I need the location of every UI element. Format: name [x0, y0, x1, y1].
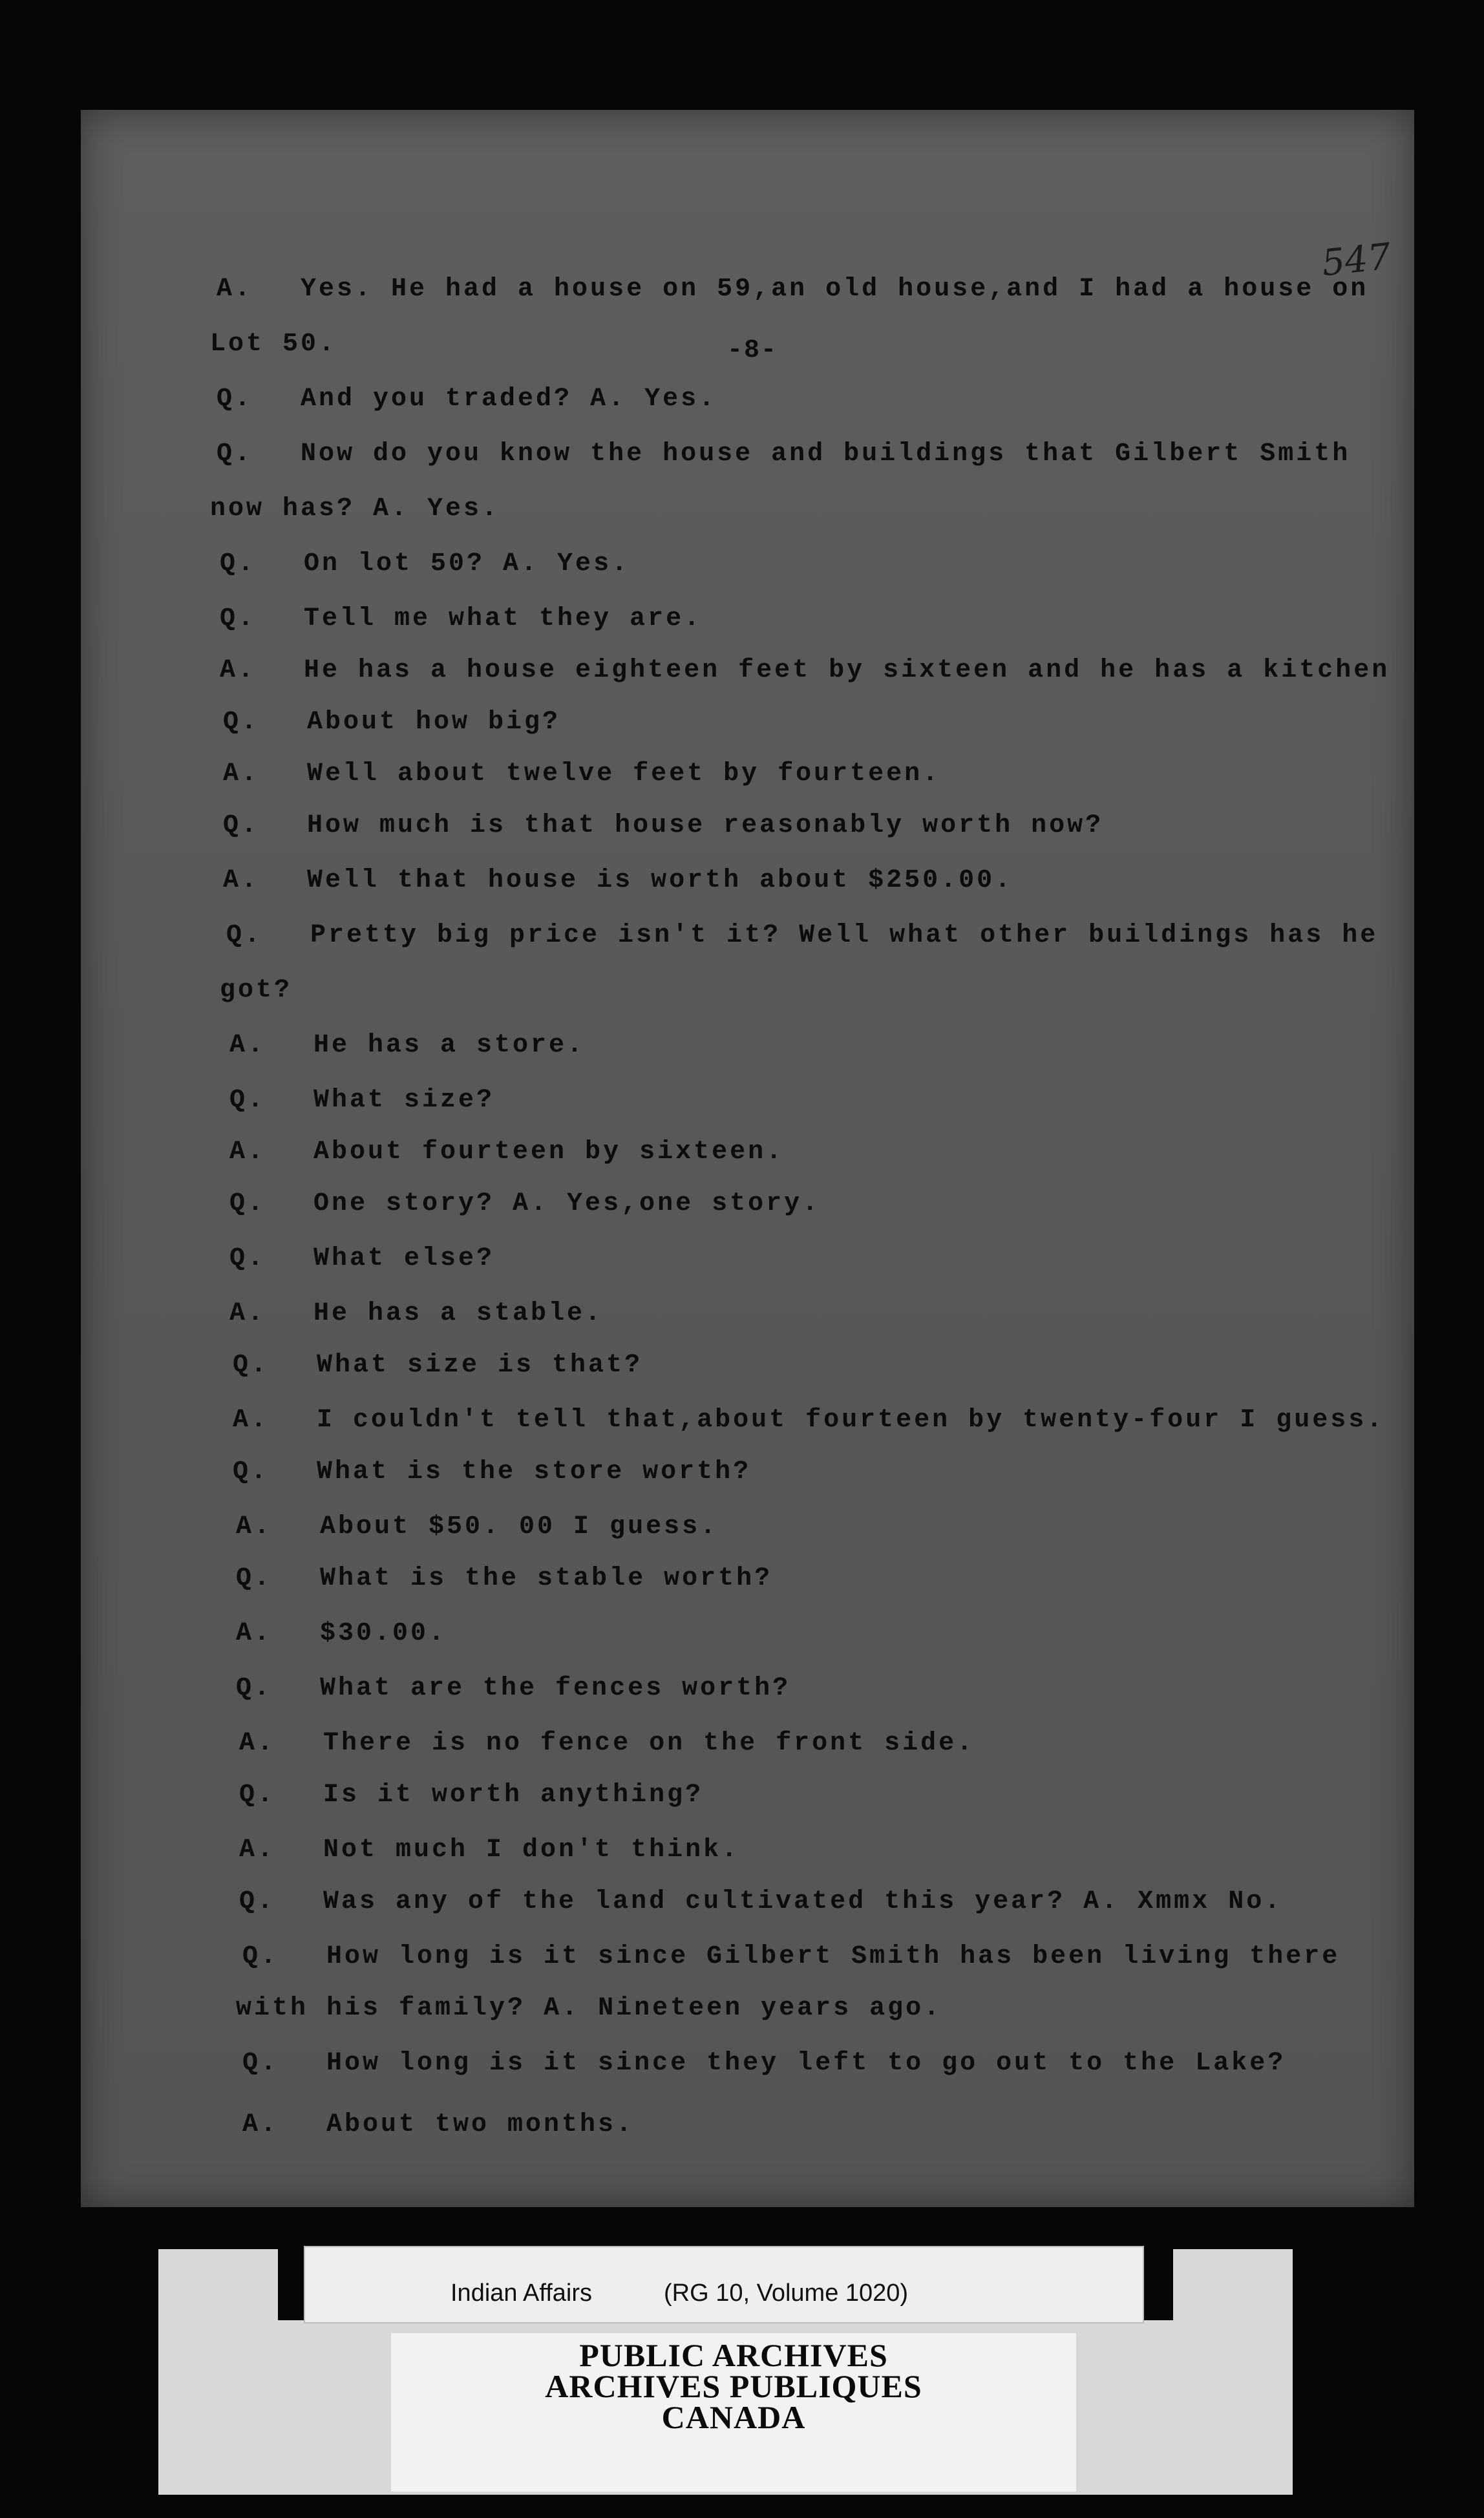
transcript-line	[223, 866, 1013, 905]
seal-french: ARCHIVES PUBLIQUES	[545, 2368, 922, 2404]
line-text: What size?	[313, 1086, 495, 1115]
speaker-label: A.	[233, 1406, 270, 1435]
speaker-label: Q.	[229, 1086, 266, 1115]
speaker-label: Q.	[229, 1244, 266, 1273]
transcript-line	[239, 1781, 703, 1819]
speaker-label: A.	[229, 1031, 266, 1060]
line-text: There is no fence on the front side.	[323, 1729, 975, 1758]
transcript-line	[236, 1512, 718, 1551]
speaker-label: Q.	[229, 1189, 266, 1218]
speaker-label: Q.	[239, 1781, 276, 1810]
line-text: What is the stable worth?	[320, 1564, 773, 1593]
transcript-line	[217, 439, 1350, 478]
transcript-line	[210, 330, 337, 368]
speaker-label: A.	[223, 866, 260, 895]
line-text: What is the store worth?	[317, 1457, 752, 1486]
line-text: He has a store.	[313, 1031, 586, 1060]
transcript-line	[220, 604, 702, 643]
fonds-label: Indian Affairs	[450, 2280, 593, 2307]
transcript-line	[229, 1031, 585, 1070]
line-text: Not much I don't think.	[323, 1836, 740, 1865]
line-text: now has? A. Yes.	[210, 494, 500, 524]
line-text: Now do you know the house and buildings that Gilbert Smith	[301, 439, 1351, 469]
line-text: got?	[220, 976, 293, 1005]
transcript-line	[217, 385, 717, 423]
transcript-line	[226, 921, 1378, 960]
line-text: About how big?	[307, 708, 561, 737]
volume-label: (RG 10, Volume 1020)	[664, 2280, 909, 2307]
line-text: Well that house is worth about $250.00.	[307, 866, 1013, 895]
transcript-line	[229, 1189, 820, 1228]
speaker-label: Q.	[226, 921, 263, 950]
transcript-line	[223, 811, 1103, 850]
speaker-label: Q.	[223, 708, 260, 737]
transcript-line	[239, 1836, 739, 1874]
transcript-line	[236, 1994, 942, 2033]
speaker-label: A.	[242, 2110, 279, 2139]
line-text: What else?	[313, 1244, 495, 1273]
seal-english: PUBLIC ARCHIVES	[579, 2337, 888, 2373]
line-text: How long is it since they left to go out to the Lake?	[326, 2049, 1286, 2078]
line-text: On lot 50? A. Yes.	[304, 549, 630, 578]
transcript-line	[233, 1406, 1384, 1444]
line-text: Pretty big price isn't it? Well what other buildings has he	[310, 921, 1379, 950]
transcript-line	[233, 1351, 642, 1390]
transcript-line	[229, 1244, 494, 1283]
transcript-line	[233, 1457, 751, 1496]
line-text: One story? A. Yes,one story.	[313, 1189, 821, 1218]
line-text: How much is that house reasonably worth now?	[307, 811, 1104, 840]
folio-number: 547	[1319, 235, 1393, 285]
speaker-label: A.	[229, 1137, 266, 1167]
line-text: What are the fences worth?	[320, 1674, 791, 1703]
speaker-label: Q.	[220, 549, 257, 578]
page-number: -8-	[727, 336, 778, 365]
line-text: Tell me what they are.	[304, 604, 703, 633]
line-text: He has a house eighteen feet by sixteen and he has a kitchen	[304, 656, 1390, 685]
transcript-line	[239, 1729, 975, 1768]
transcript-line	[236, 1674, 790, 1713]
transcript-line	[223, 759, 940, 798]
transcript-line	[220, 549, 630, 588]
speaker-label: Q.	[217, 385, 253, 414]
transcript-line	[236, 1619, 447, 1658]
document-page	[81, 110, 1414, 2207]
line-text: How long is it since Gilbert Smith has been living there	[326, 1942, 1341, 1971]
seal-country: CANADA	[661, 2399, 806, 2435]
speaker-label: Q.	[233, 1351, 270, 1380]
line-text: Is it worth anything?	[323, 1781, 704, 1810]
line-text: Well about twelve feet by fourteen.	[307, 759, 941, 788]
transcript-line	[242, 1942, 1340, 1981]
transcript-line	[242, 2110, 634, 2149]
line-text: About $50. 00 I guess.	[320, 1512, 719, 1541]
speaker-label: A.	[239, 1836, 276, 1865]
transcript-line	[229, 1086, 494, 1125]
archive-reference-box	[304, 2246, 1144, 2323]
transcript-line	[229, 1137, 784, 1176]
line-text: He has a stable.	[313, 1299, 604, 1328]
speaker-label: Q.	[217, 439, 253, 469]
speaker-label: Q.	[236, 1564, 273, 1593]
line-text: About fourteen by sixteen.	[313, 1137, 785, 1167]
line-text: Yes. He had a house on 59,an old house,and I had a house on	[301, 275, 1369, 304]
line-text: I couldn't tell that,about fourteen by twenty-four I guess.	[317, 1406, 1385, 1435]
speaker-label: A.	[229, 1299, 266, 1328]
transcript-line	[229, 1299, 603, 1338]
line-text: What size is that?	[317, 1351, 643, 1380]
speaker-label: A.	[236, 1619, 273, 1648]
line-text: About two months.	[326, 2110, 635, 2139]
transcript-line	[220, 976, 292, 1015]
line-text: $30.00.	[320, 1619, 447, 1648]
line-text: with his family? A. Nineteen years ago.	[236, 1994, 942, 2023]
archives-seal	[391, 2333, 1076, 2492]
speaker-label: Q.	[223, 811, 260, 840]
speaker-label: Q.	[236, 1674, 273, 1703]
speaker-label: Q.	[233, 1457, 270, 1486]
transcript-line	[242, 2049, 1286, 2088]
speaker-label: A.	[236, 1512, 273, 1541]
transcript-line	[220, 656, 1390, 695]
speaker-label: A.	[223, 759, 260, 788]
speaker-label: Q.	[239, 1887, 276, 1916]
transcript-line	[217, 275, 1368, 313]
transcript-line	[239, 1887, 1282, 1926]
speaker-label: A.	[239, 1729, 276, 1758]
transcript-line	[236, 1564, 772, 1603]
line-text: Was any of the land cultivated this year? A. Xmmx No.	[323, 1887, 1283, 1916]
transcript-line	[210, 494, 500, 533]
speaker-label: A.	[220, 656, 257, 685]
speaker-label: Q.	[242, 2049, 279, 2078]
line-text: Lot 50.	[210, 330, 337, 359]
line-text: And you traded? A. Yes.	[301, 385, 717, 414]
speaker-label: A.	[217, 275, 253, 304]
speaker-label: Q.	[242, 1942, 279, 1971]
transcript-line	[223, 708, 560, 746]
speaker-label: Q.	[220, 604, 257, 633]
